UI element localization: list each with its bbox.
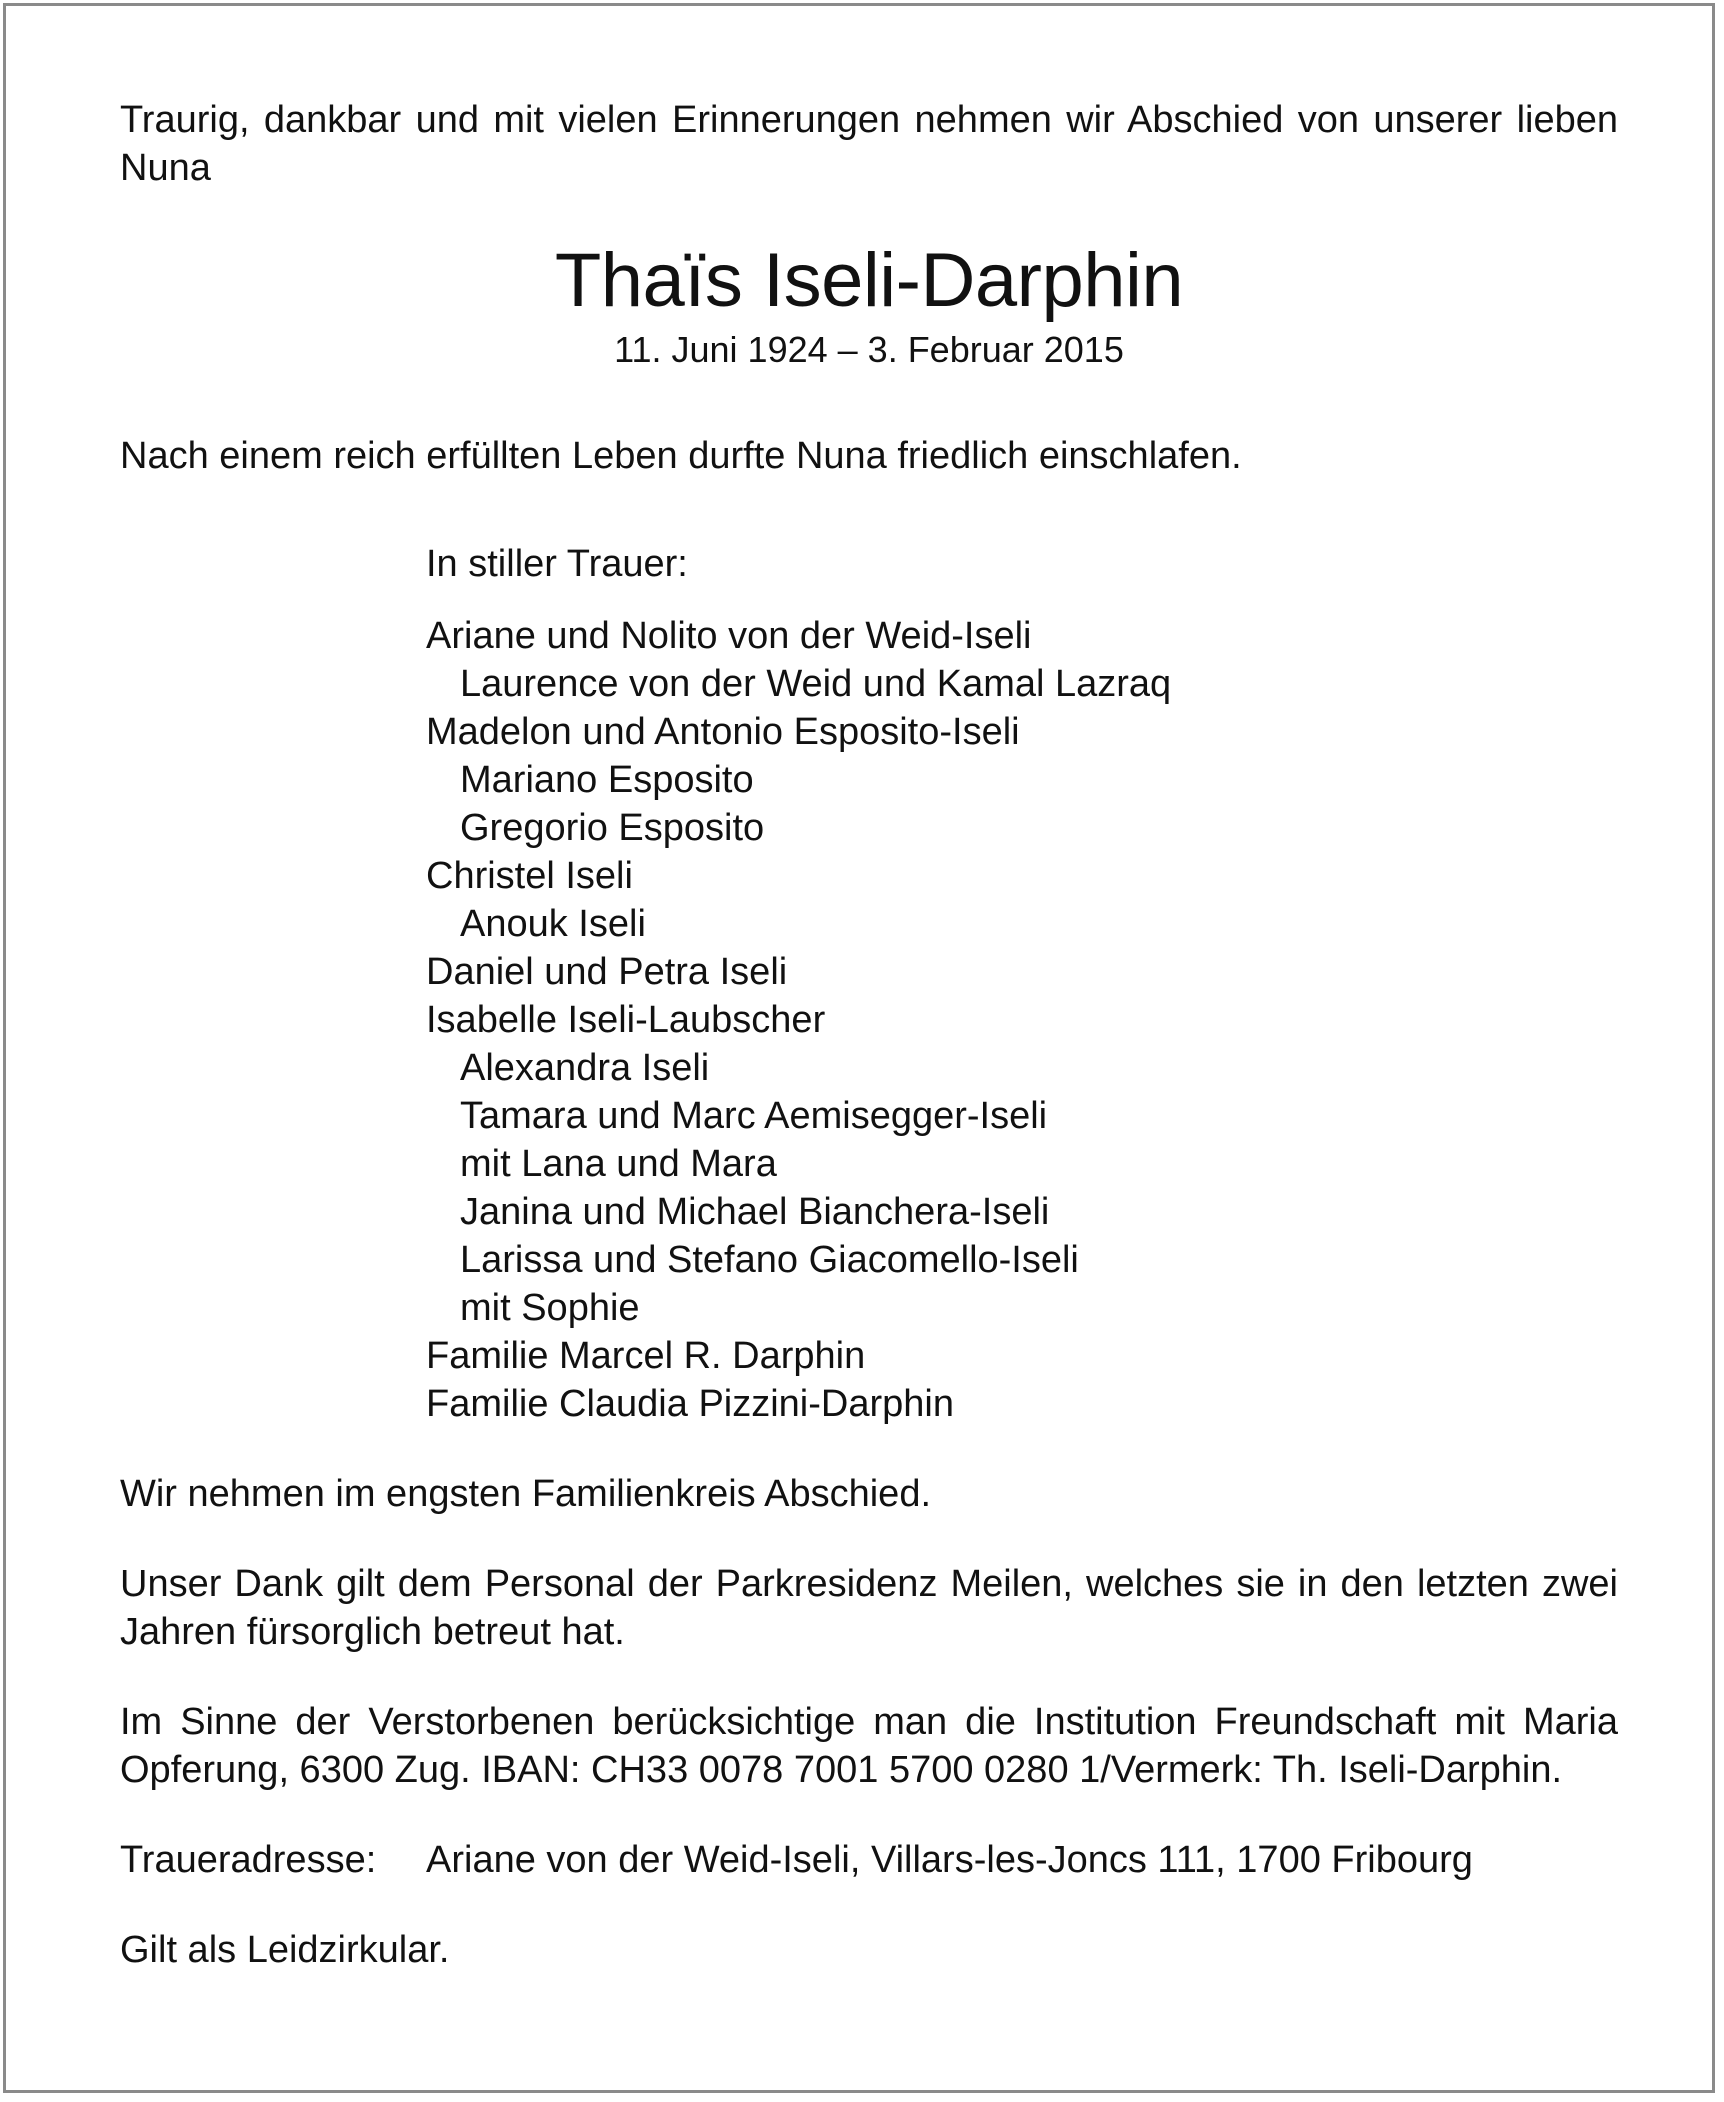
passing-note: Nach einem reich erfüllten Leben durfte Nuna friedlich einschlafen.	[120, 435, 1242, 477]
closing-note: Gilt als Leidzirkular.	[120, 1929, 450, 1971]
mourner-entry: Gregorio Esposito	[460, 807, 765, 849]
obituary-content	[120, 96, 1618, 1974]
mourner-entry: Tamara und Marc Aemisegger-Iseli	[460, 1095, 1048, 1137]
mourner-entry: mit Lana und Mara	[460, 1143, 777, 1185]
intro-text: Traurig, dankbar und mit vielen Erinnerungen nehmen wir Abschied von unserer lieben Nuna	[120, 99, 1618, 189]
mourner-entry: Daniel und Petra Iseli	[426, 951, 788, 993]
mourners-heading: In stiller Trauer:	[426, 543, 688, 585]
mourner-entry: Laurence von der Weid und Kamal Lazraq	[460, 663, 1172, 705]
mourner-entry: Larissa und Stefano Giacomello-Iseli	[460, 1239, 1079, 1281]
mourner-entry: Ariane und Nolito von der Weid-Iseli	[426, 615, 1032, 657]
mourner-entry: Christel Iseli	[426, 855, 633, 897]
mourner-entry: mit Sophie	[460, 1287, 640, 1329]
mourners-list	[426, 612, 1618, 1428]
mourner-entry: Janina und Michael Bianchera-Iseli	[460, 1191, 1050, 1233]
mourning-address	[120, 1836, 1618, 1884]
mourner-entry: Madelon und Antonio Esposito-Iseli	[426, 711, 1020, 753]
mourner-entry: Familie Claudia Pizzini-Darphin	[426, 1383, 954, 1425]
deceased-dates: 11. Juni 1924 – 3. Februar 2015	[614, 329, 1124, 370]
mourner-entry: Anouk Iseli	[460, 903, 646, 945]
farewell-note: Wir nehmen im engsten Familienkreis Abschied.	[120, 1473, 932, 1515]
deceased-name: Thaïs Iseli-Darphin	[554, 238, 1184, 323]
thanks-note: Unser Dank gilt dem Personal der Parkresidenz Meilen, welches sie in den letzten zwei Jahren fürsorglich betreut hat.	[120, 1563, 1618, 1653]
address-label: Traueradresse:	[120, 1839, 377, 1881]
donation-note: Im Sinne der Verstorbenen berücksichtige man die Institution Freundschaft mit Maria Opferung, 6300 Zug. IBAN: CH33 0078 7001 5700 0280 1/Vermerk: Th. Iseli-Darphin.	[120, 1701, 1618, 1791]
address-value: Ariane von der Weid-Iseli, Villars-les-Joncs 111, 1700 Fribourg	[426, 1839, 1473, 1881]
mourners-section	[426, 540, 1618, 1428]
mourner-entry: Mariano Esposito	[460, 759, 754, 801]
obituary-frame	[3, 3, 1715, 2093]
mourner-entry: Alexandra Iseli	[460, 1047, 710, 1089]
mourner-entry: Isabelle Iseli-Laubscher	[426, 999, 826, 1041]
mourner-entry: Familie Marcel R. Darphin	[426, 1335, 866, 1377]
